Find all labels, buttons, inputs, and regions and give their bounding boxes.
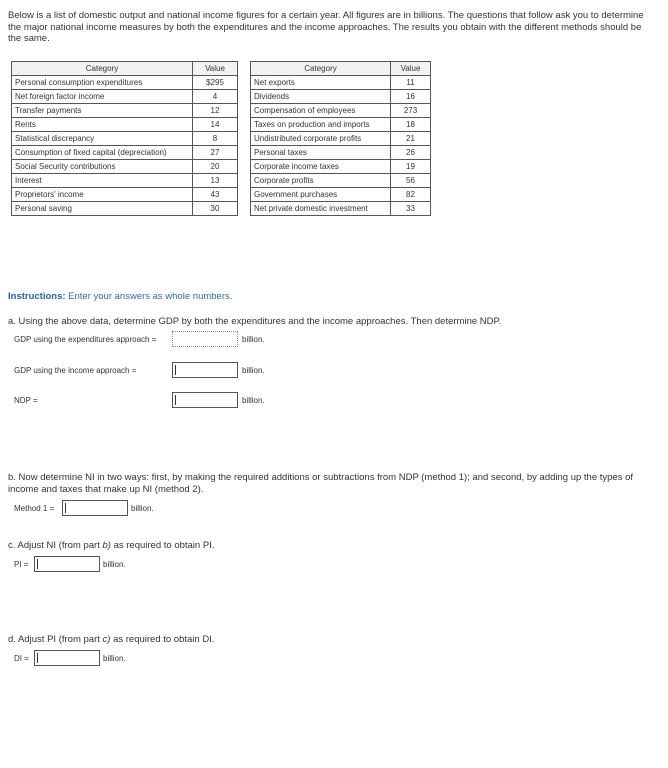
- cell-category-left: Net foreign factor income: [12, 90, 193, 104]
- cell-value-right: 19: [391, 160, 431, 174]
- method1-input[interactable]: [62, 500, 128, 516]
- table-row: [12, 146, 431, 160]
- instructions: [8, 291, 232, 302]
- cell-value-right: 16: [391, 90, 431, 104]
- part-a-question: a. Using the above data, determine GDP by both the expenditures and the income approaches. Then determine NDP.: [8, 316, 502, 327]
- gdp-expenditures-label: GDP using the expenditures approach =: [14, 335, 157, 344]
- method1-label: Method 1 =: [14, 504, 55, 513]
- part-b-question: b. Now determine NI in two ways: first, by making the required additions or subtractions from NDP (method 1); and second, by adding up the types of income and taxes that make up NI (method 2).: [8, 472, 634, 495]
- di-unit: billion.: [103, 654, 126, 663]
- cell-category-right: Undistributed corporate profits: [251, 132, 391, 146]
- cell-value-right: 56: [391, 174, 431, 188]
- header-value-left: Value: [193, 62, 238, 76]
- gdp-expenditures-input[interactable]: [172, 331, 238, 347]
- cell-value-right: 26: [391, 146, 431, 160]
- cell-category-left: Personal saving: [12, 202, 193, 216]
- table-row: [12, 202, 431, 216]
- gdp-income-label: GDP using the income approach =: [14, 366, 137, 375]
- intro-text: Below is a list of domestic output and national income figures for a certain year. All figures are in billions. The questions that follow ask you to determine the major national income measures by both the expenditures and the income approaches. The results you obtain with the different methods should be the same.: [8, 10, 644, 44]
- cell-value-left: 8: [193, 132, 238, 146]
- cell-value-left: 12: [193, 104, 238, 118]
- part-c-question-post: as required to obtain PI.: [110, 540, 215, 551]
- pi-label: PI =: [14, 560, 29, 569]
- header-category-left: Category: [12, 62, 193, 76]
- gdp-income-unit: billion.: [242, 366, 265, 375]
- part-c-question-pre: c. Adjust NI (from part: [8, 540, 103, 551]
- cell-category-left: Consumption of fixed capital (depreciation): [12, 146, 193, 160]
- cell-category-right: Net exports: [251, 76, 391, 90]
- cell-category-left: Personal consumption expenditures: [12, 76, 193, 90]
- table-row: [12, 132, 431, 146]
- cell-category-right: Corporate profits: [251, 174, 391, 188]
- instructions-lead: Instructions:: [8, 291, 66, 302]
- gdp-income-input[interactable]: [172, 362, 238, 378]
- cell-category-left: Transfer payments: [12, 104, 193, 118]
- part-d-question-pre: d. Adjust PI (from part: [8, 634, 103, 645]
- table-row: [12, 90, 431, 104]
- cell-value-left: 4: [193, 90, 238, 104]
- cell-category-right: Dividends: [251, 90, 391, 104]
- part-c-question-ref: b): [102, 540, 111, 551]
- header-category-right: Category: [251, 62, 391, 76]
- income-table: [11, 61, 431, 216]
- cell-value-right: 82: [391, 188, 431, 202]
- table-row: [12, 76, 431, 90]
- cell-value-right: 11: [391, 76, 431, 90]
- cell-category-right: Net private domestic investment: [251, 202, 391, 216]
- cell-value-right: 21: [391, 132, 431, 146]
- cell-value-left: 43: [193, 188, 238, 202]
- cell-category-left: Social Security contributions: [12, 160, 193, 174]
- table-row: [12, 104, 431, 118]
- ndp-unit: billion.: [242, 396, 265, 405]
- part-d-question: [8, 634, 214, 646]
- pi-unit: billion.: [103, 560, 126, 569]
- cell-category-left: Proprietors' income: [12, 188, 193, 202]
- pi-input[interactable]: [34, 556, 100, 572]
- gdp-expenditures-unit: billion.: [242, 335, 265, 344]
- cell-value-left: 20: [193, 160, 238, 174]
- cell-value-left: 13: [193, 174, 238, 188]
- cell-category-right: Taxes on production and imports: [251, 118, 391, 132]
- part-d-question-post: as required to obtain DI.: [110, 634, 215, 645]
- cell-value-right: 33: [391, 202, 431, 216]
- cell-category-right: Government purchases: [251, 188, 391, 202]
- cell-value-left: 14: [193, 118, 238, 132]
- part-d-question-ref: c): [102, 634, 111, 645]
- cell-value-right: 273: [391, 104, 431, 118]
- method1-unit: billion.: [131, 504, 154, 513]
- part-c-question: [8, 540, 214, 552]
- cell-category-right: Compensation of employees: [251, 104, 391, 118]
- ndp-label: NDP =: [14, 396, 38, 405]
- cell-value-left: $295: [193, 76, 238, 90]
- cell-category-left: Interest: [12, 174, 193, 188]
- instructions-text: Enter your answers as whole numbers.: [65, 291, 233, 302]
- header-value-right: Value: [391, 62, 431, 76]
- cell-category-left: Statistical discrepancy: [12, 132, 193, 146]
- table-row: [12, 188, 431, 202]
- cell-category-right: Personal taxes: [251, 146, 391, 160]
- ndp-input[interactable]: [172, 392, 238, 408]
- table-row: [12, 160, 431, 174]
- cell-value-right: 18: [391, 118, 431, 132]
- di-input[interactable]: [34, 650, 100, 666]
- table-row: [12, 174, 431, 188]
- cell-category-left: Rents: [12, 118, 193, 132]
- table-row: [12, 118, 431, 132]
- table-header-row: [12, 62, 431, 76]
- cell-value-left: 30: [193, 202, 238, 216]
- cell-value-left: 27: [193, 146, 238, 160]
- di-label: DI =: [14, 654, 29, 663]
- cell-category-right: Corporate income taxes: [251, 160, 391, 174]
